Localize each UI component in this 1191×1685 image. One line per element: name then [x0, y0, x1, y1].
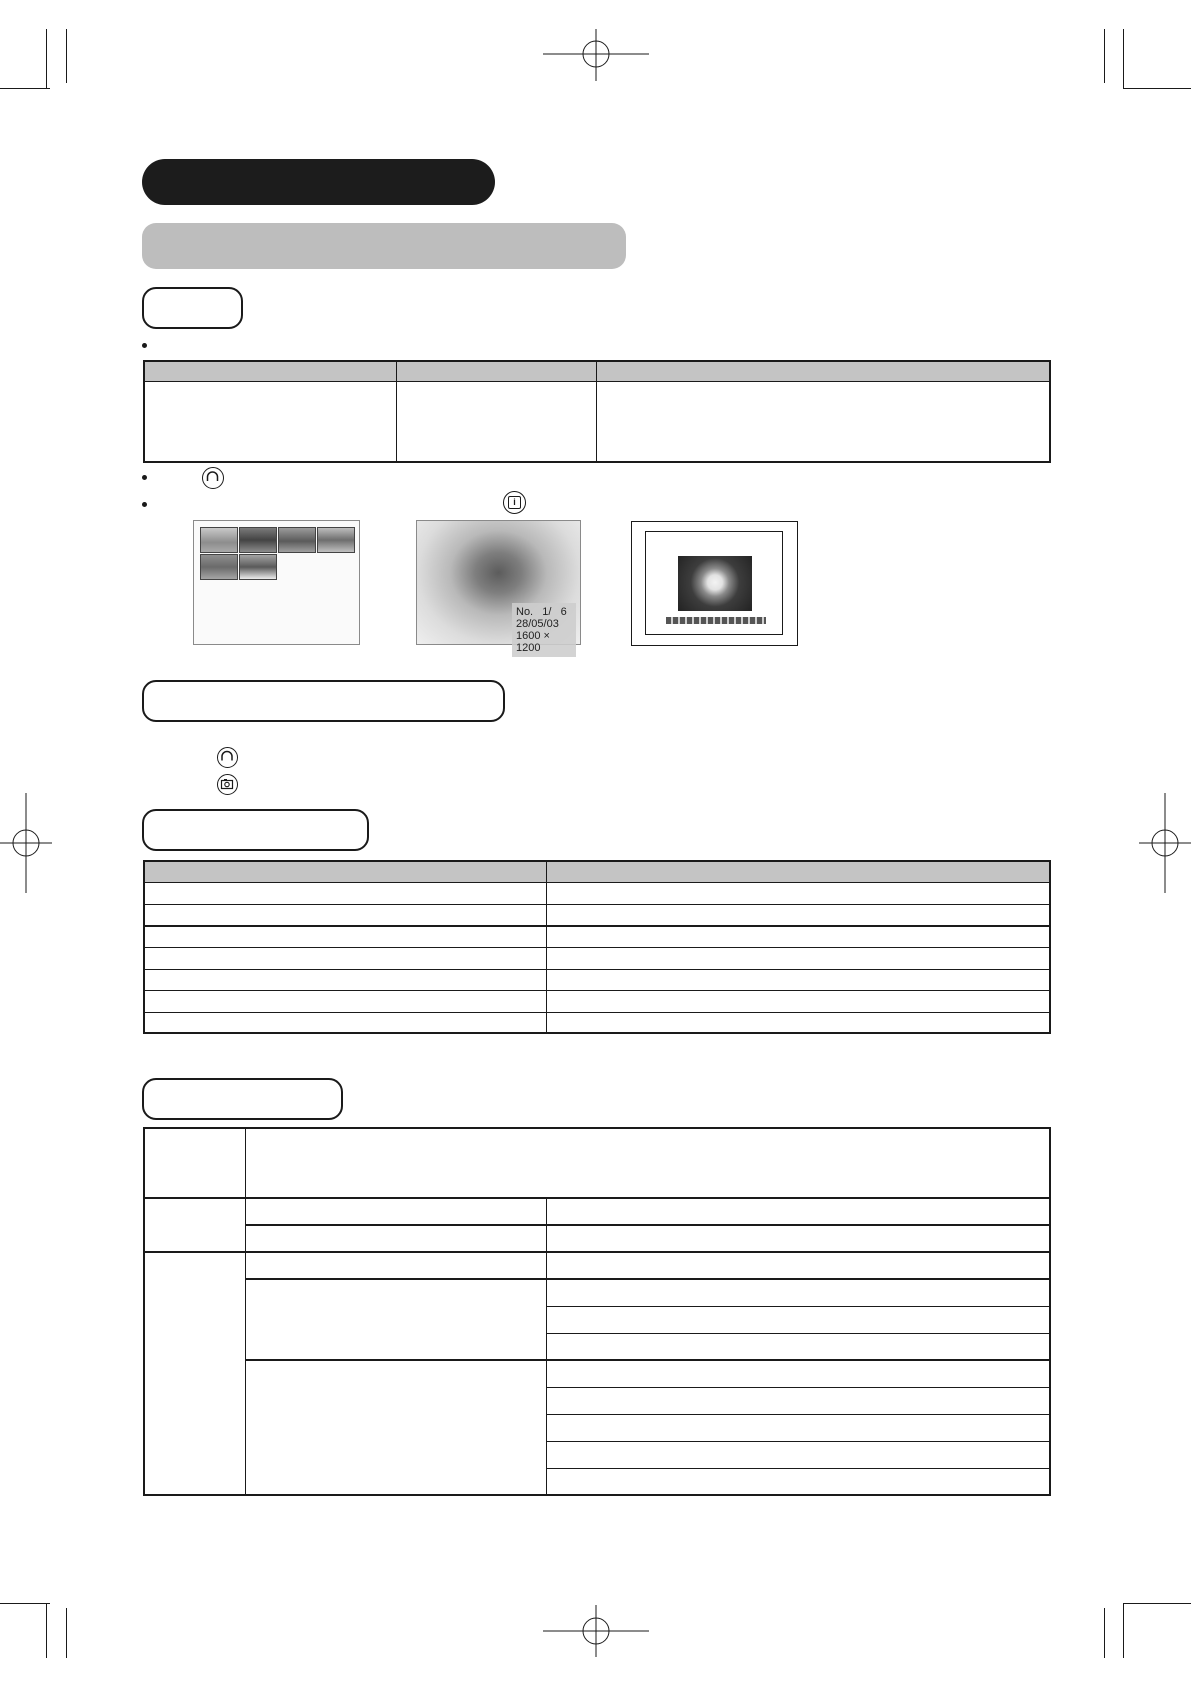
thumbnail — [200, 554, 238, 580]
table-row — [144, 1198, 1050, 1225]
info-resolution: 1600 × 1200 — [516, 630, 550, 654]
info-icon: i — [503, 491, 526, 514]
table-row — [144, 1360, 1050, 1387]
camera-icon — [217, 774, 238, 795]
bullet — [142, 343, 147, 348]
subsection-tag-1 — [142, 287, 243, 329]
table-row — [144, 947, 1050, 969]
info-date: 28/05/03 — [516, 618, 559, 630]
spec-table-1 — [143, 360, 1051, 463]
return-icon — [217, 747, 238, 768]
return-icon — [202, 467, 224, 489]
framed-photo-screen-image — [631, 521, 798, 646]
thumbnail — [200, 527, 238, 553]
spec-table-3 — [143, 1127, 1051, 1496]
table-row — [144, 882, 1050, 904]
table-row — [144, 1252, 1050, 1279]
thumbnail — [239, 554, 277, 580]
registration-crosshair-icon — [0, 793, 54, 893]
table-row — [144, 1128, 1050, 1198]
table-row — [144, 1279, 1050, 1306]
registration-crosshair-icon — [543, 1601, 649, 1657]
table-row — [144, 381, 1050, 462]
table-row — [144, 1225, 1050, 1252]
bullet — [142, 475, 147, 480]
table-row — [144, 904, 1050, 926]
registration-crosshair-icon — [1137, 793, 1191, 893]
section-subtitle-bar — [142, 223, 626, 269]
table-header-row — [144, 361, 1050, 381]
section-title-bar — [142, 159, 495, 205]
subsection-tag-3 — [142, 809, 369, 851]
thumbnail-screen-image — [193, 520, 360, 645]
subsection-tag-2 — [142, 680, 505, 722]
table-row — [144, 1012, 1050, 1033]
thumbnail — [239, 527, 277, 553]
table-header-row — [144, 861, 1050, 882]
table-row — [144, 990, 1050, 1012]
flower-photo — [678, 556, 752, 611]
subsection-tag-4 — [142, 1078, 343, 1120]
photo-info-overlay — [512, 603, 576, 657]
spec-table-2 — [143, 860, 1051, 1034]
photo-info-screen-image — [416, 520, 581, 654]
info-number: No. 1/ 6 — [516, 606, 567, 618]
bullet — [142, 502, 147, 507]
table-row — [144, 926, 1050, 947]
registration-crosshair-icon — [543, 29, 649, 85]
thumbnail — [317, 527, 355, 553]
photo-control-bar — [666, 617, 766, 624]
table-row — [144, 969, 1050, 990]
thumbnail — [278, 527, 316, 553]
